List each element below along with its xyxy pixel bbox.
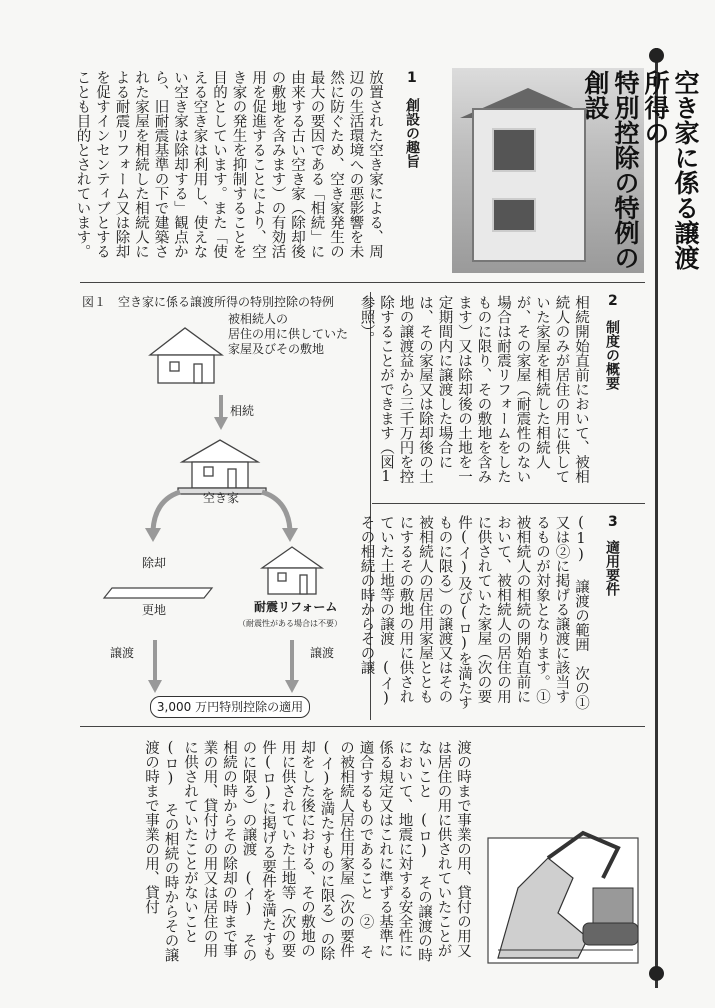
figure-transfer-right: 譲渡 — [310, 646, 335, 660]
figure-inherit-label: 相続 — [230, 404, 255, 418]
section-3-body: (1) 譲渡の範囲 次の①又は②に掲げる譲渡に該当するものが対象となります。① 被相続人の相続の開始直前において、被相続人の居住の用に供されていた家屋（次の要件(イ)及び(ロ)を満たすものに限る）の譲渡又はその被相続人の居住用家屋とともにするその敷地の用に供されていた土地等の譲渡 (イ) その相続の時からその譲 — [358, 515, 589, 710]
vacant-lot-icon — [104, 588, 212, 598]
section-1-heading: 創設の趣旨 — [404, 98, 420, 168]
figure-result-box: 3,000 万円特別控除の適用 — [150, 696, 310, 718]
section-3-number: 3 — [608, 514, 618, 530]
rule-under-figure — [80, 726, 645, 727]
arrow-down-icon — [214, 395, 228, 430]
article-title-line2: 特別控除の特例の創設 — [581, 70, 640, 270]
section-3-heading: 適用要件 — [604, 540, 620, 596]
demolition-illustration — [478, 818, 648, 968]
figure-vacant-lot-label: 更地 — [142, 603, 167, 617]
figure-transfer-left: 譲渡 — [110, 646, 135, 660]
section-2-body: 相続開始直前において、被相続人のみが居住の用に供していた家屋を相続した相続人が、その家屋（耐震性のない場合は耐震リフォームをしたものに限り、その敷地を含みます）又は除却後の土地を一定期間内に譲渡した場合には、その家屋又は除却後の土地の譲渡益から三千万円を控除することができます（図1参照）。 — [358, 295, 589, 485]
house-icon-reformed — [262, 547, 322, 594]
house-icon-original — [150, 328, 222, 383]
article-title-line1: 空き家に係る譲渡所得の — [641, 70, 700, 270]
figure-title: 図１ 空き家に係る譲渡所得の特別控除の特例 — [82, 295, 335, 309]
section-2-heading: 制度の概要 — [604, 320, 620, 390]
rule-section-2-3 — [372, 503, 645, 504]
arrow-left-head-icon — [145, 528, 161, 542]
figure-reform-label: 耐震リフォーム — [254, 600, 338, 614]
figure-house-label: 被相続人の 居住の用に供していた 家屋及びその敷地 — [228, 312, 349, 356]
arrow-down-right-icon — [285, 640, 299, 693]
figure-reform-note: （耐震性がある場合は不要） — [238, 619, 342, 628]
figure-demolish-label: 除却 — [142, 556, 167, 570]
figure-vacant-label: 空き家 — [203, 491, 240, 505]
section-2-number: 2 — [608, 293, 618, 309]
section-1-number: 1 — [407, 70, 417, 86]
section-3-continued-body: 渡の時まで事業の用、貸付の用又は居住の用に供されていたことがないこと (ロ) その譲渡の時において、地震に対する安全性に係る規定又はこれに準ずる基準に適合するものであること ② その被相続人居住用家屋（次の要件(イ)を満たすものに限る）の除却をした後における、その敷地の用に供されていた土地等（次の要件(ロ)に掲げる要件を満たすものに限る）の譲渡 (イ) その相続の時からその除却の時まで事業の用、貸付けの用又は居住の用に供されていたことがないこと (ロ) その相続の時からその譲渡の時まで事業の用、貸付 — [143, 740, 471, 962]
arrow-down-left-icon — [148, 640, 162, 693]
section-1-body: 放置された空き家による、周辺の生活環境への悪影響を未然に防ぐため、空き家発生の最大の要因である「相続」に由来する古い空き家（除却後の敷地を含みます）の有効活用を促進することにより、空き家の発生を抑制することを目的としています。また「使える空き家は利用し、使えない空き家は除却する」観点から、旧耐震基準の下で建築された家屋を相続した相続人による耐震リフォーム又は除却を促すインセンティブとすることも目的とされています。 — [74, 70, 383, 259]
arrow-right-head-icon — [282, 528, 298, 542]
house-icon-vacant — [178, 440, 266, 494]
